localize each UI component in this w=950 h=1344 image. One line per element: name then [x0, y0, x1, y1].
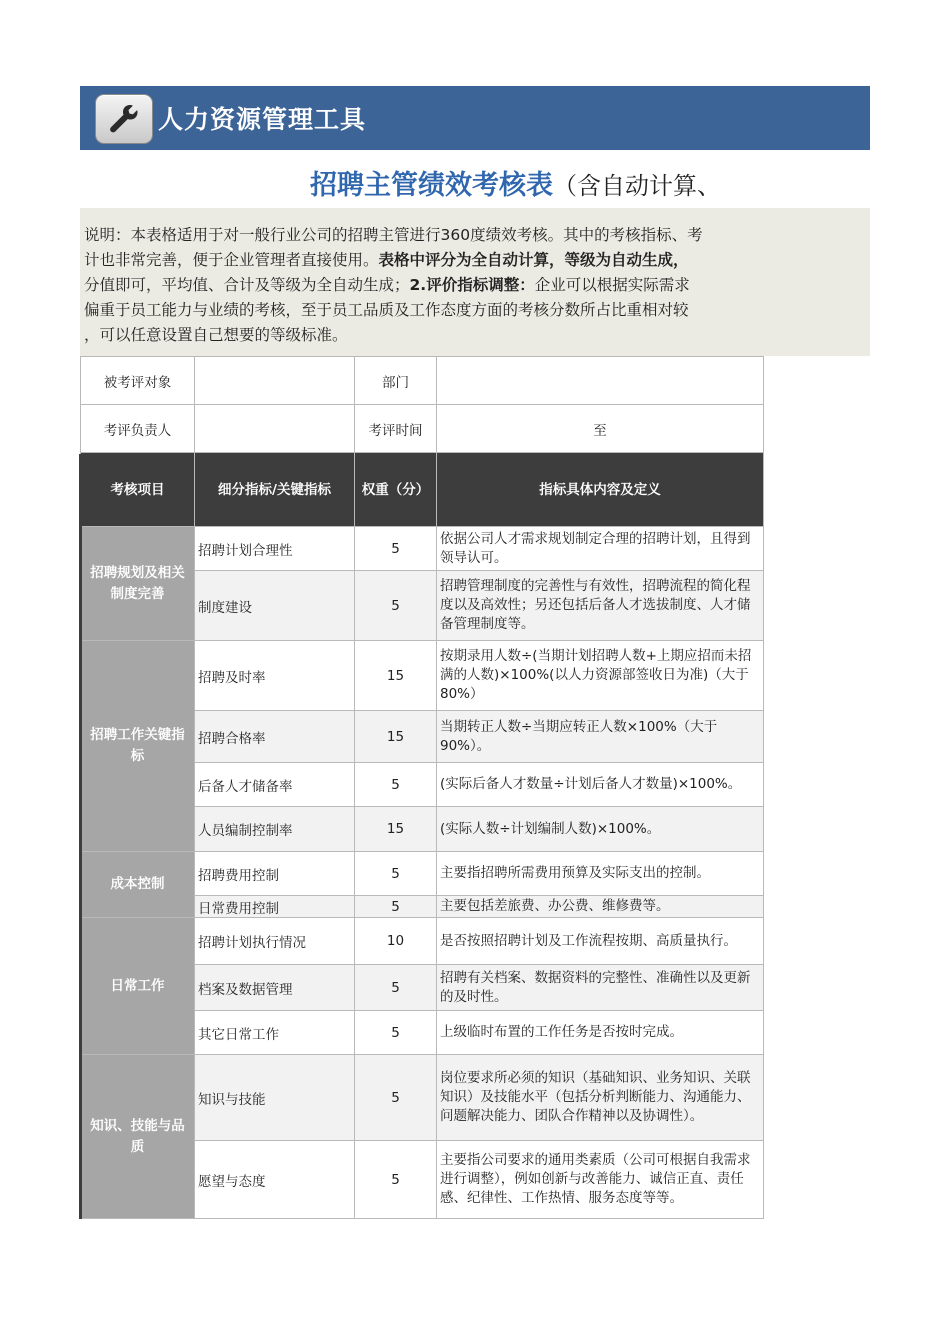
header-indicator: 细分指标/关键指标 — [195, 453, 355, 527]
indicator-cell: 招聘费用控制 — [195, 852, 355, 896]
time-value[interactable]: 至 — [437, 405, 764, 453]
definition-cell: 当期转正人数÷当期应转正人数×100%（大于90%）。 — [437, 711, 764, 763]
indicator-cell: 招聘计划执行情况 — [195, 918, 355, 965]
desc-text: 分值即可，平均值、合计及等级为全自动生成； — [84, 276, 410, 294]
weight-cell[interactable]: 5 — [355, 1011, 437, 1055]
desc-line-2 — [84, 247, 689, 273]
indicator-cell: 后备人才储备率 — [195, 763, 355, 807]
weight-cell[interactable]: 5 — [355, 527, 437, 571]
table-left-border — [79, 454, 82, 1219]
weight-cell[interactable]: 5 — [355, 896, 437, 918]
info-row — [81, 405, 764, 453]
table-row — [81, 852, 764, 896]
definition-cell: 主要指招聘所需费用预算及实际支出的控制。 — [437, 852, 764, 896]
wrench-icon — [106, 101, 142, 137]
category-cell: 日常工作 — [81, 918, 195, 1055]
weight-cell[interactable]: 5 — [355, 763, 437, 807]
desc-line-5: ，可以任意设置自己想要的等级标准。 — [84, 326, 348, 344]
category-cell: 招聘规划及相关制度完善 — [81, 527, 195, 641]
dept-label: 部门 — [355, 357, 437, 405]
table-row — [81, 641, 764, 711]
indicator-cell: 档案及数据管理 — [195, 965, 355, 1011]
table-row — [81, 918, 764, 965]
desc-line-1: 说明：本表格适用于对一般行业公司的招聘主管进行360度绩效考核。其中的考核指标、考 — [84, 226, 703, 244]
app-logo — [95, 94, 153, 144]
table-row — [81, 1055, 764, 1141]
table-row — [81, 527, 764, 571]
definition-cell: 上级临时布置的工作任务是否按时完成。 — [437, 1011, 764, 1055]
desc-text: 企业可以根据实际需求 — [534, 276, 690, 294]
indicator-cell: 招聘及时率 — [195, 641, 355, 711]
definition-cell: 招聘有关档案、数据资料的完整性、准确性以及更新的及时性。 — [437, 965, 764, 1011]
indicator-cell: 愿望与态度 — [195, 1141, 355, 1219]
indicator-cell: 人员编制控制率 — [195, 807, 355, 852]
weight-cell[interactable]: 5 — [355, 852, 437, 896]
indicator-cell: 招聘合格率 — [195, 711, 355, 763]
header-weight: 权重（分） — [355, 453, 437, 527]
info-row — [81, 357, 764, 405]
definition-cell: (实际人数÷计划编制人数)×100%。 — [437, 807, 764, 852]
owner-label: 考评负责人 — [81, 405, 195, 453]
definition-cell: 招聘管理制度的完善性与有效性，招聘流程的简化程度以及高效性；另还包括后备人才选拔制度、人才储备管理制度等。 — [437, 571, 764, 641]
desc-line-4: 偏重于员工能力与业绩的考核，至于员工品质及工作态度方面的考核分数所占比重相对较 — [84, 301, 689, 319]
subject-label: 被考评对象 — [81, 357, 195, 405]
document-title: 招聘主管绩效考核表 — [310, 170, 553, 201]
desc-bold: 表格中评分为全自动计算，等级为自动生成， — [378, 251, 689, 269]
subject-value[interactable] — [195, 357, 355, 405]
dept-value[interactable] — [437, 357, 764, 405]
definition-cell: (实际后备人才数量÷计划后备人才数量)×100%。 — [437, 763, 764, 807]
definition-cell: 主要指公司要求的通用类素质（公司可根据自我需求进行调整），例如创新与改善能力、诚信正直、责任感、纪律性、工作热情、服务态度等等。 — [437, 1141, 764, 1219]
header-definition: 指标具体内容及定义 — [437, 453, 764, 527]
evaluation-table — [80, 356, 764, 1219]
indicator-cell: 知识与技能 — [195, 1055, 355, 1141]
description-text — [84, 222, 764, 352]
definition-cell: 岗位要求所必须的知识（基础知识、业务知识、关联知识）及技能水平（包括分析判断能力、沟通能力、问题解决能力、团队合作精神以及协调性）。 — [437, 1055, 764, 1141]
desc-text: 计也非常完善，便于企业管理者直接使用。 — [84, 251, 379, 269]
indicator-cell: 招聘计划合理性 — [195, 527, 355, 571]
header-category: 考核项目 — [81, 453, 195, 527]
indicator-cell: 其它日常工作 — [195, 1011, 355, 1055]
definition-cell: 按期录用人数÷(当期计划招聘人数+上期应招而未招满的人数)×100%(以人力资源部签收日为准)（大于80%） — [437, 641, 764, 711]
definition-cell: 主要包括差旅费、办公费、维修费等。 — [437, 896, 764, 918]
weight-cell[interactable]: 5 — [355, 571, 437, 641]
owner-value[interactable] — [195, 405, 355, 453]
category-cell: 知识、技能与品质 — [81, 1055, 195, 1219]
weight-cell[interactable]: 15 — [355, 711, 437, 763]
category-cell: 招聘工作关键指标 — [81, 641, 195, 852]
document-subtitle: （含自动计算、 — [553, 172, 721, 200]
weight-cell[interactable]: 5 — [355, 965, 437, 1011]
time-label: 考评时间 — [355, 405, 437, 453]
weight-cell[interactable]: 5 — [355, 1141, 437, 1219]
desc-bold: 2.评价指标调整： — [409, 276, 535, 294]
desc-line-3 — [84, 272, 690, 298]
table-header — [81, 453, 764, 527]
category-cell: 成本控制 — [81, 852, 195, 918]
weight-cell[interactable]: 10 — [355, 918, 437, 965]
title-area — [0, 160, 770, 206]
banner-title: 人力资源管理工具 — [158, 105, 367, 134]
definition-cell: 依据公司人才需求规划制定合理的招聘计划，且得到领导认可。 — [437, 527, 764, 571]
weight-cell[interactable]: 15 — [355, 807, 437, 852]
page-title — [310, 163, 721, 202]
indicator-cell: 制度建设 — [195, 571, 355, 641]
indicator-cell: 日常费用控制 — [195, 896, 355, 918]
weight-cell[interactable]: 5 — [355, 1055, 437, 1141]
weight-cell[interactable]: 15 — [355, 641, 437, 711]
definition-cell: 是否按照招聘计划及工作流程按期、高质量执行。 — [437, 918, 764, 965]
